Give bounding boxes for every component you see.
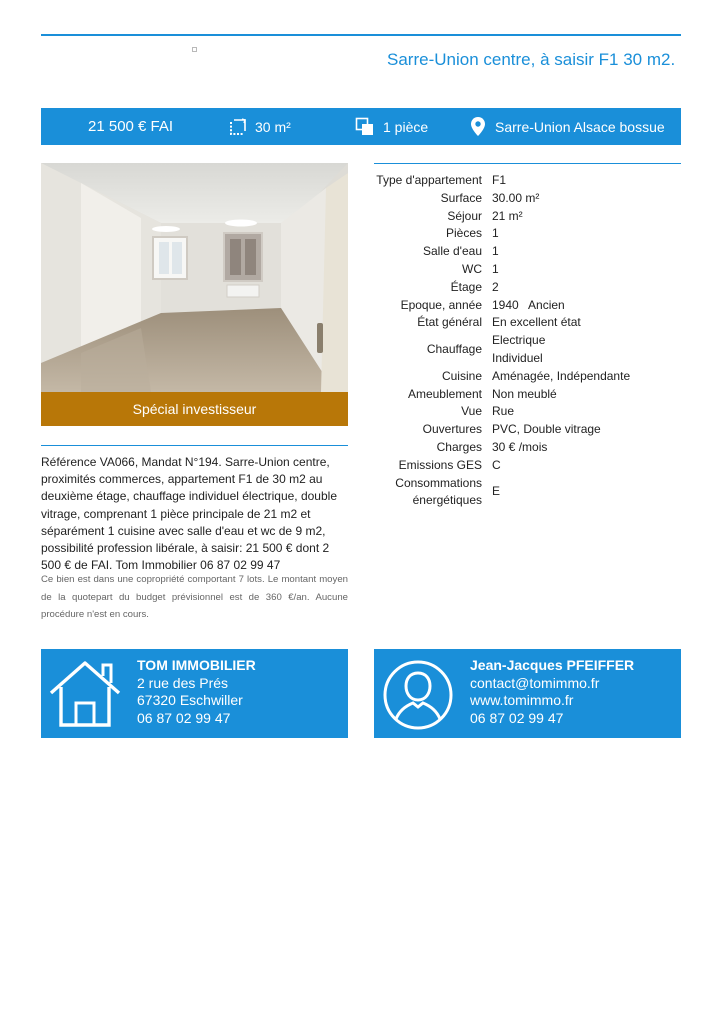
spec-row (374, 190, 681, 208)
spec-row (374, 439, 681, 457)
spec-label: Cuisine (441, 368, 482, 383)
rooms (355, 108, 428, 145)
agent-card (374, 649, 681, 738)
spec-value (492, 332, 681, 368)
price (88, 108, 173, 145)
agency-card (41, 649, 348, 738)
person-icon (382, 659, 454, 736)
spec-value: Aménagée, Indépendante (492, 368, 631, 383)
spec-value: 1 (492, 261, 499, 276)
spec-row (374, 243, 681, 261)
spec-row (374, 208, 681, 226)
agency-phone[interactable]: 06 87 02 99 47 (137, 710, 231, 727)
surface-value: 30 m² (255, 118, 291, 135)
agent-name: Jean-Jacques PFEIFFER (470, 657, 635, 673)
spec-label: Ouvertures (422, 422, 482, 437)
spec-label: Charges (436, 439, 482, 454)
spec-value: 1 (492, 226, 499, 241)
spec-label: Étage (450, 279, 482, 294)
agent-email[interactable]: contact@tomimmo.fr (470, 674, 600, 691)
spec-row (374, 421, 681, 439)
spec-row (374, 386, 681, 404)
spec-label: Ameublement (407, 386, 482, 401)
spec-row (374, 261, 681, 279)
copropriete-note: Ce bien est dans une copropriété comportant 7 lots. Le montant moyen de la quotepart du budget prévisionnel est de 360 €/an. Aucune procédure n'est en cours. (41, 574, 348, 620)
agent-website[interactable]: www.tomimmo.fr (470, 692, 574, 709)
spec-label-line: Consommations (395, 475, 482, 490)
special-offer-ribbon: Spécial investisseur (41, 392, 348, 426)
house-icon (49, 659, 121, 734)
spec-row (374, 332, 681, 368)
location-pin-icon (471, 117, 485, 136)
spec-label: Chauffage (426, 342, 482, 357)
surface (229, 108, 291, 145)
agency-city: 67320 Eschwiller (137, 692, 243, 709)
agency-name: TOM IMMOBILIER (137, 657, 256, 673)
listing-description: Référence VA066, Mandat N°194. Sarre-Union centre, proximités commerces, appartement F1 de 30 m2 au deuxième étage, chauffage individuel électrique, double vitrage, comprenant 1 pièce principale de 21 m2 et séparément 1 cuisine avec salle d'eau et wc de 9 m2, possibilité profession libérale, à saisir: 21 500 € dont 2 500 € de FAI. Tom Immobilier 06 87 02 99 47 (41, 455, 337, 573)
price-value: 21 500 € FAI (88, 118, 174, 135)
spec-value: F1 (492, 173, 507, 187)
spec-label: Salle d'eau (422, 244, 482, 259)
spec-value: 2 (492, 279, 499, 294)
spec-value-line: Individuel (492, 350, 543, 365)
spec-label: Vue (461, 404, 482, 419)
agent-details (470, 657, 634, 728)
spec-row (374, 314, 681, 332)
spec-value: 1940 Ancien (492, 297, 565, 312)
location (471, 108, 665, 145)
spec-row (374, 297, 681, 315)
spec-row (374, 475, 681, 511)
spec-value: Rue (492, 404, 515, 419)
spec-label: WC (462, 261, 482, 276)
spec-label: État général (417, 315, 482, 330)
surface-icon (229, 118, 247, 136)
agency-street: 2 rue des Prés (137, 674, 229, 691)
spec-value: E (492, 484, 501, 499)
spec-row (374, 225, 681, 243)
spec-value: C (492, 457, 501, 472)
spec-label-line: énergétiques (412, 493, 482, 508)
specs-table (374, 172, 681, 510)
spec-value-line: Electrique (492, 333, 546, 348)
spec-label: Epoque, année (400, 297, 482, 312)
spec-label: Type d'appartement (376, 173, 482, 187)
spec-row (374, 403, 681, 421)
rooms-icon (355, 117, 375, 137)
property-photo (41, 163, 348, 392)
logo-placeholder-icon (192, 47, 197, 52)
location-value: Sarre-Union Alsace bossue (495, 118, 665, 135)
agency-details (137, 657, 256, 728)
agent-phone[interactable]: 06 87 02 99 47 (470, 710, 564, 727)
spec-value: 21 m² (492, 208, 523, 223)
spec-label: Emissions GES (398, 457, 482, 472)
description-divider (41, 445, 348, 446)
spec-value: Non meublé (492, 386, 557, 401)
spec-value: En excellent état (492, 315, 581, 330)
info-bar (41, 108, 681, 145)
spec-label: Surface (440, 190, 482, 205)
spec-row (374, 279, 681, 297)
listing-title: Sarre-Union centre, à saisir F1 30 m2. (387, 50, 676, 69)
spec-row (374, 368, 681, 386)
spec-value: 1 (492, 244, 499, 259)
spec-value: 30 € /mois (492, 439, 548, 454)
spec-label: Pièces (445, 226, 482, 241)
spec-label: Séjour (447, 208, 482, 223)
specs-divider (374, 163, 681, 164)
rooms-value: 1 pièce (383, 118, 429, 135)
spec-row (374, 172, 681, 190)
spec-label (374, 475, 492, 511)
spec-value: 30.00 m² (492, 190, 540, 205)
top-divider (41, 34, 681, 36)
spec-value: PVC, Double vitrage (492, 422, 601, 437)
spec-row (374, 457, 681, 475)
